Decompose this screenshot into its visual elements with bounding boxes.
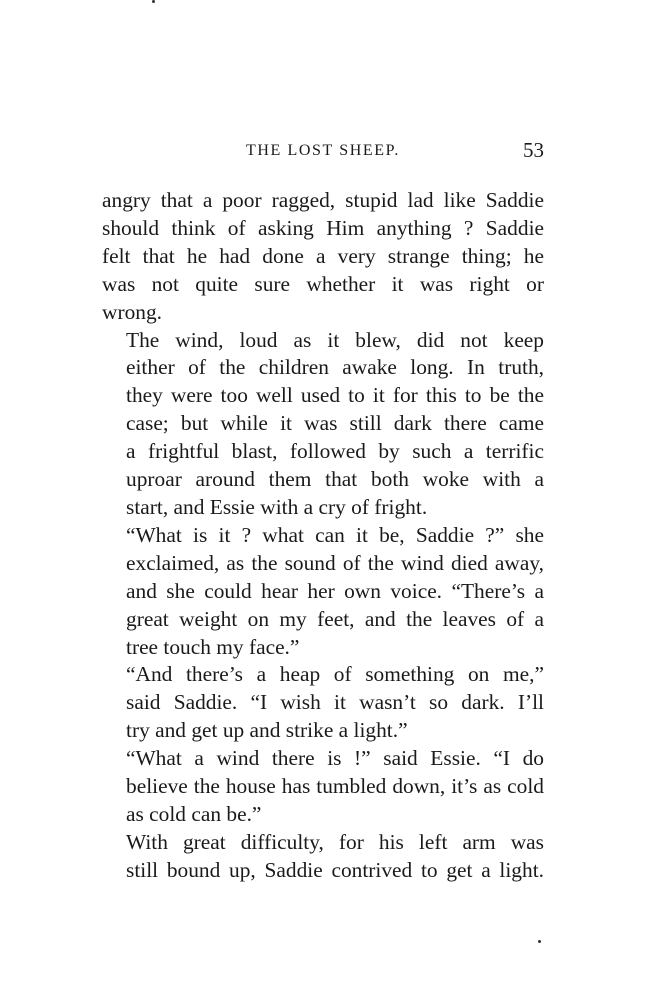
print-speck [538, 940, 541, 943]
text-line: was not quite sure whether it was right or [102, 271, 544, 296]
running-head [102, 140, 544, 168]
text-line: case; but while it was still dark there came [126, 411, 544, 436]
text-line: start, and Essie with a cry of fright. [126, 494, 428, 519]
paragraph-6 [102, 829, 544, 885]
paragraph-4 [102, 661, 544, 745]
text-line: With great difficulty, for his left arm was [126, 829, 544, 854]
text-line: The wind, loud as it blew, did not keep [126, 327, 544, 352]
text-line: exclaimed, as the sound of the wind died away, [126, 550, 544, 575]
text-line: uproar around them that both woke with a [126, 467, 544, 492]
text-line: still bound up, Saddie contrived to get a light. [126, 857, 544, 882]
text-line: “What is it ? what can it be, Saddie ?” she [126, 522, 544, 547]
text-line: they were too well used to it for this to be the [126, 383, 544, 408]
text-line: said Saddie. “I wish it wasn’t so dark. I’ll [126, 690, 544, 715]
text-line: either of the children awake long. In truth, [126, 355, 544, 380]
paragraph-5 [102, 745, 544, 829]
text-line: and she could hear her own voice. “There’s a [126, 578, 544, 603]
print-speck [152, 0, 155, 3]
text-line: “What a wind there is !” said Essie. “I do [126, 746, 544, 771]
text-line: a frightful blast, followed by such a terrific [126, 439, 544, 464]
text-line: believe the house has tumbled down, it’s as cold [126, 774, 544, 799]
text-line: angry that a poor ragged, stupid lad like Saddie [102, 188, 544, 212]
text-line: tree touch my face.” [126, 634, 300, 659]
text-line: “And there’s a heap of something on me,” [126, 662, 544, 687]
text-line: felt that he had done a very strange thing; he [102, 243, 544, 268]
text-line: great weight on my feet, and the leaves of a [126, 606, 544, 631]
body-text [102, 187, 544, 885]
text-line: should think of asking Him anything ? Saddie [102, 215, 544, 240]
running-title: THE LOST SHEEP. [246, 142, 400, 159]
page-number: 53 [523, 138, 544, 162]
text-line: try and get up and strike a light.” [126, 718, 408, 743]
text-line: as cold can be.” [126, 801, 262, 826]
paragraph-2 [102, 327, 544, 522]
paragraph-1 [102, 187, 544, 327]
text-line: wrong. [102, 299, 163, 324]
paragraph-3 [102, 522, 544, 662]
